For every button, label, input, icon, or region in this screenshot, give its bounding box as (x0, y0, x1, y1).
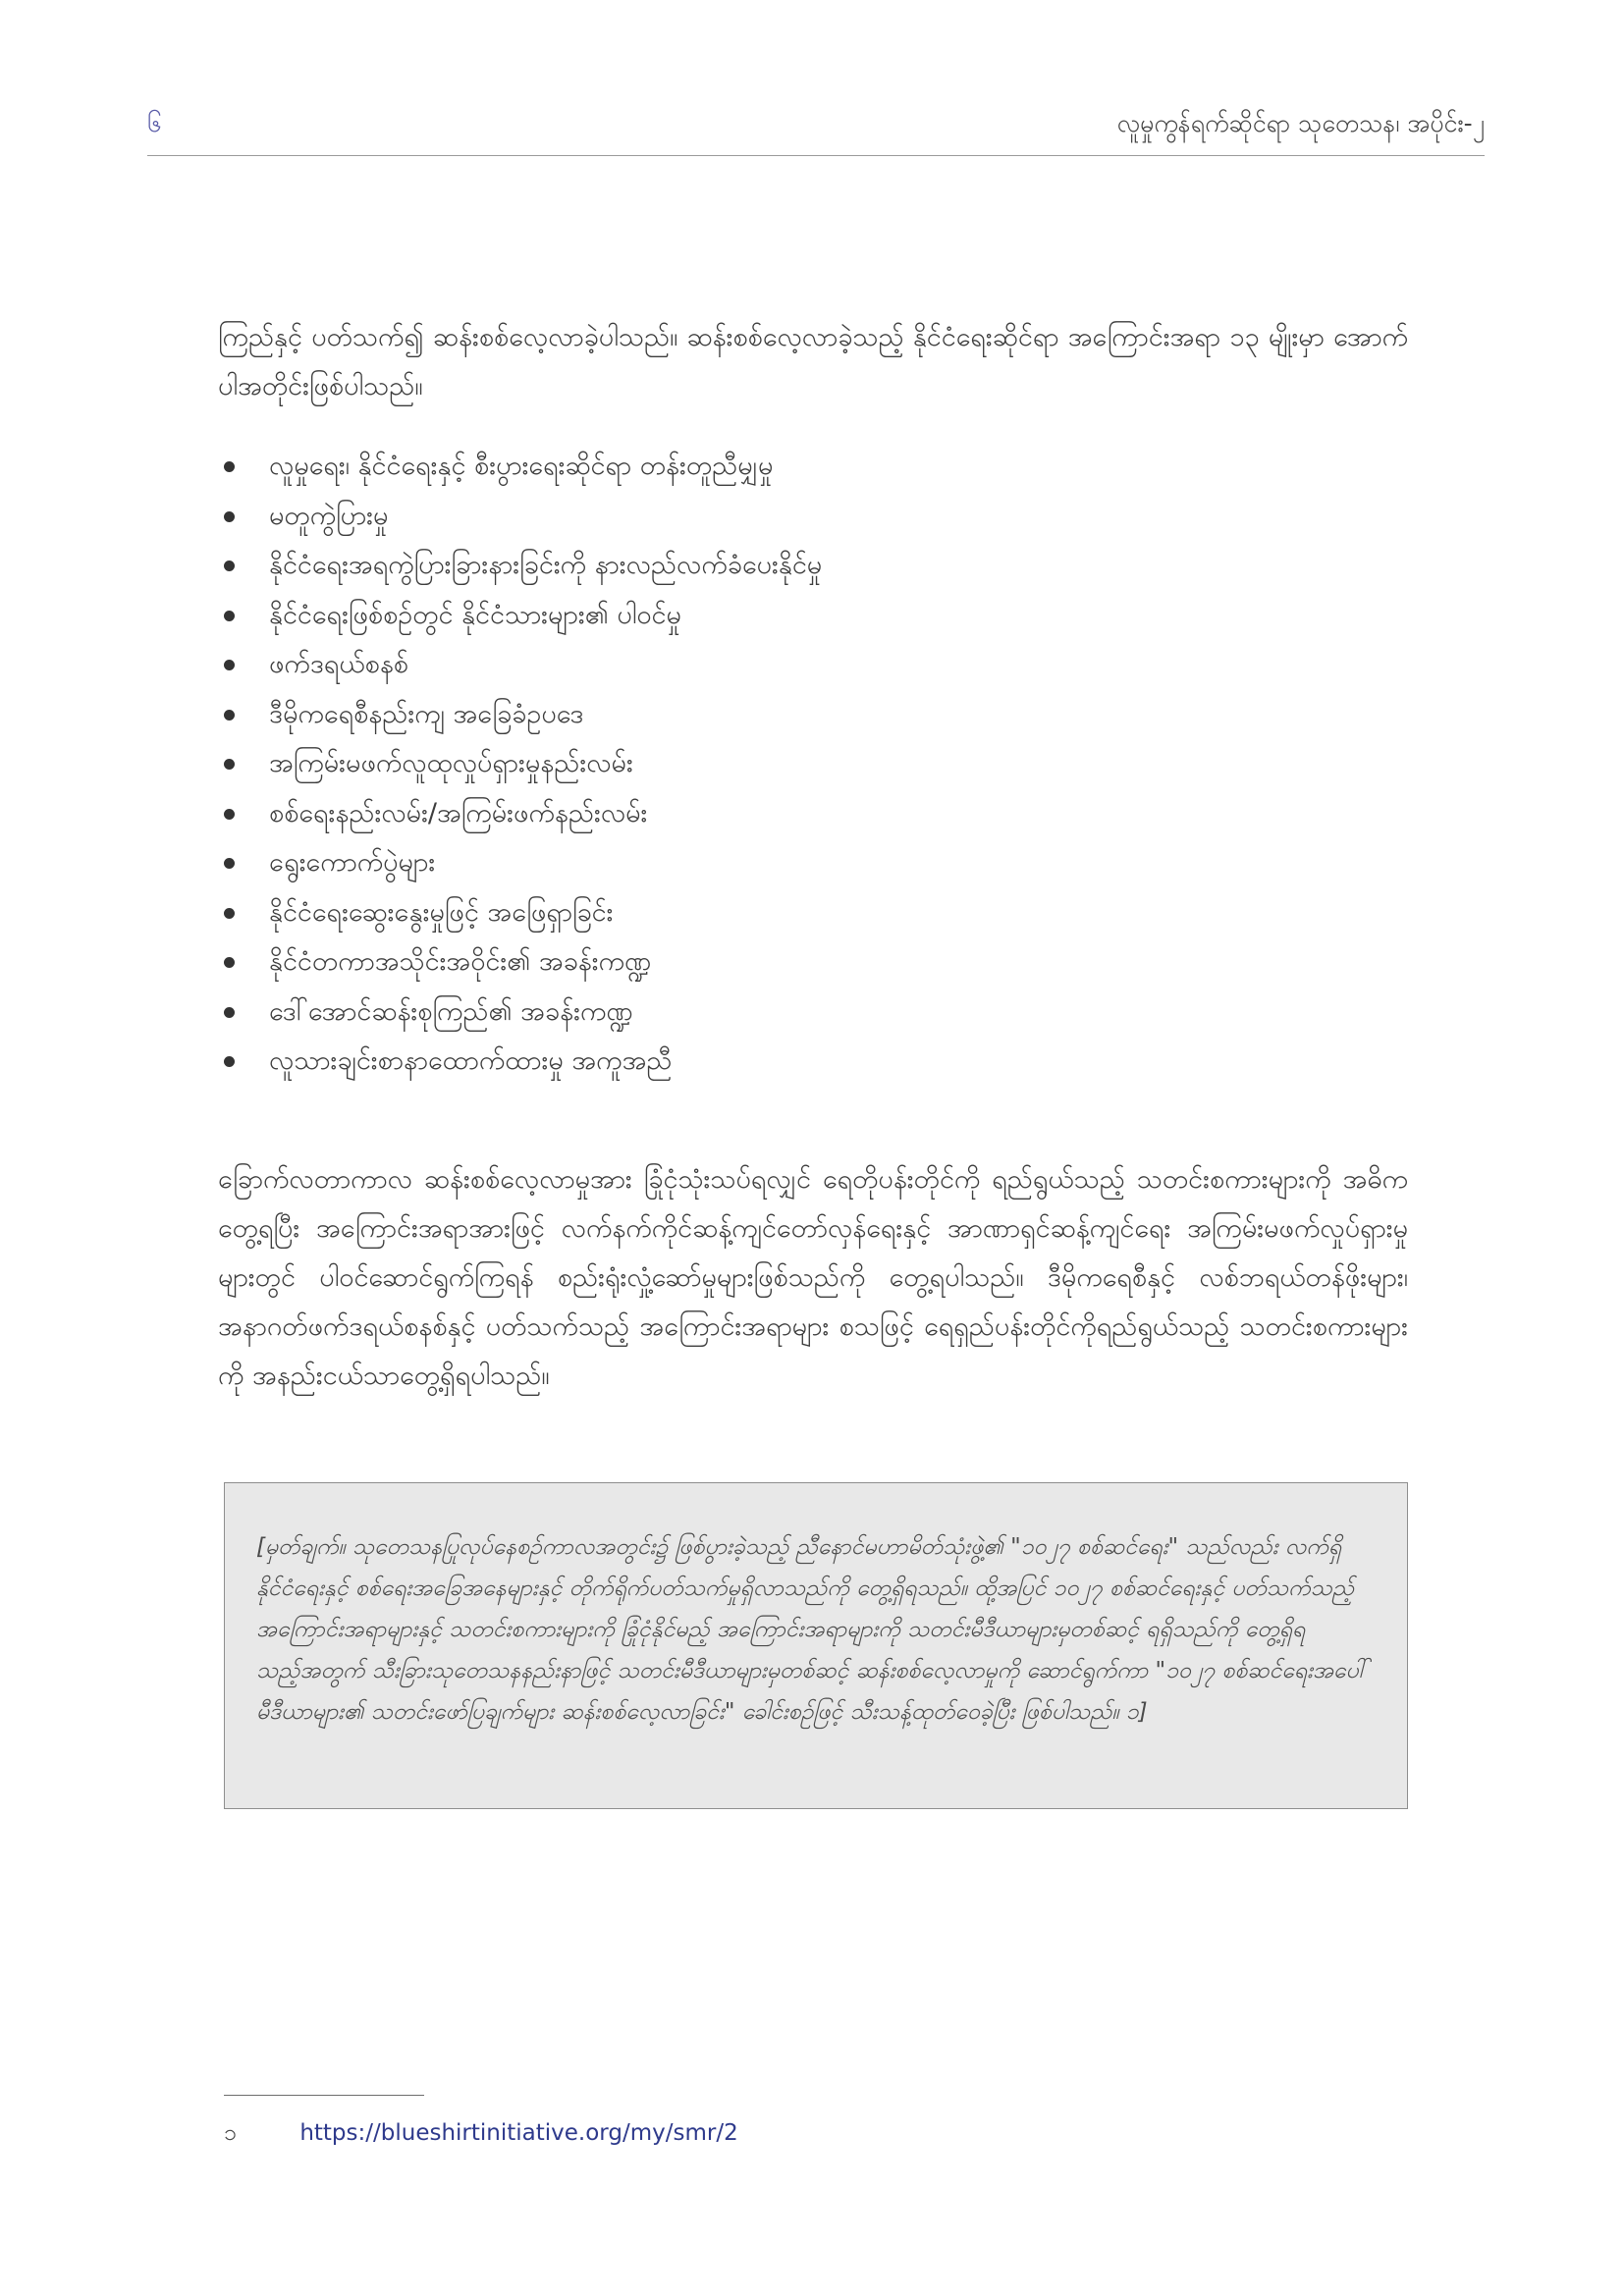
list-item-text: နိုင်ငံရေးဆွေးနွေးမှုဖြင့် အဖြေရှာခြင်း (269, 896, 614, 928)
footnote-link[interactable]: https://blueshirtinitiative.org/my/smr/2 (299, 2120, 738, 2146)
list-item-text: နိုင်ငံရေးအရကွဲပြားခြားနားခြင်းကို နားလည်လက်ခံပေးနိုင်မှု (269, 550, 823, 580)
running-title: လူမှုကွန်ရက်ဆိုင်ရာ သုတေသန၊ အပိုင်း-၂ (1116, 109, 1485, 137)
list-item (218, 937, 1298, 988)
body-paragraph: ခြောက်လတာကာလ ဆန်းစစ်လေ့လာမှုအား ခြုံငုံသုံးသပ်ရလျှင် ရေတိုပန်းတိုင်ကို ရည်ရွယ်သည့် သတင်းစကားများကို အဓိကတွေ့ရပြီး အကြောင်းအရာအားဖြင့် လက်နက်ကိုင်ဆန့်ကျင်တော်လှန်ရေးနှင့် အာဏာရှင်ဆန့်ကျင်ရေး အကြမ်းမဖက်လှုပ်ရှားမှုများတွင် ပါဝင်ဆောင်ရွက်ကြရန် စည်းရုံးလှုံ့ဆော်မှုများဖြစ်သည်ကို တွေ့ရပါသည်။ ဒီမိုကရေစီနှင့် လစ်ဘရယ်တန်ဖိုးများ၊ အနာဂတ်ဖက်ဒရယ်စနစ်နှင့် ပတ်သက်သည့် အကြောင်းအရာများ စသဖြင့် ရေရှည်ပန်းတိုင်ကိုရည်ရွယ်သည့် သတင်းစကားများကို အနည်းငယ်သာတွေ့ရှိရပါသည်။ (218, 1164, 1408, 1391)
list-item (218, 541, 1298, 591)
bullet-icon (224, 759, 235, 770)
list-item (218, 690, 1298, 740)
list-item (218, 1037, 1298, 1087)
bullet-icon (224, 957, 235, 968)
topic-list (218, 442, 1298, 1087)
list-item-text: နိုင်ငံတကာအသိုင်းအဝိုင်း၏ အခန်းကဏ္ဍ (269, 946, 652, 977)
footnote-number: ၁ (224, 2120, 237, 2146)
list-item-text: လူသားချင်းစာနာထောက်ထားမှု အကူအညီ (269, 1045, 673, 1076)
list-item-text: နိုင်ငံရေးဖြစ်စဉ်တွင် နိုင်ငံသားများ၏ ပါဝင်မှု (269, 599, 681, 630)
list-item-text: ဖက်ဒရယ်စနစ် (269, 649, 408, 679)
list-item-text: လူမှုရေး၊ နိုင်ငံရေးနှင့် စီးပွားရေးဆိုင်ရာ တန်းတူညီမျှမှု (269, 451, 774, 481)
footnote (224, 2118, 738, 2152)
list-item-text: ဒေါ်အောင်ဆန်းစုကြည်၏ အခန်းကဏ္ဍ (269, 995, 633, 1027)
bullet-icon (224, 1056, 235, 1067)
bullet-icon (224, 461, 235, 472)
footnote-divider (224, 2095, 424, 2096)
list-item-text: ဒီမိုကရေစီနည်းကျ အခြေခံဥပဒေ (269, 698, 584, 729)
list-item-text: စစ်ရေးနည်းလမ်း/အကြမ်းဖက်နည်းလမ်း (269, 797, 648, 828)
note-box (224, 1482, 1408, 1809)
list-item (218, 888, 1298, 938)
list-item (218, 492, 1298, 542)
intro-paragraph: ကြည်နှင့် ပတ်သက်၍ ဆန်းစစ်လေ့လာခဲ့ပါသည်။ ဆန်းစစ်လေ့လာခဲ့သည့် နိုင်ငံရေးဆိုင်ရာ အကြောင်းအရာ ၁၃ မျိုးမှာ အောက်ပါအတိုင်းဖြစ်ပါသည်။ (218, 322, 1408, 401)
page-number: ၆ (147, 109, 162, 138)
list-item (218, 988, 1298, 1038)
bullet-icon (224, 511, 235, 522)
bullet-icon (224, 908, 235, 919)
bullet-icon (224, 561, 235, 571)
list-item (218, 739, 1298, 789)
list-item-text: မတူကွဲပြားမှု (269, 500, 389, 531)
bullet-icon (224, 858, 235, 869)
bullet-icon (224, 809, 235, 820)
list-item (218, 838, 1298, 888)
note-text: [မှတ်ချက်။ သုတေသနပြုလုပ်နေစဉ်ကာလအတွင်း၌ ဖြစ်ပွားခဲ့သည့် ညီနောင်မဟာမိတ်သုံးဖွဲ့၏ "၁၀၂၇ စစ်ဆင်ရေး" သည်လည်း လက်ရှိ နိုင်ငံရေးနှင့် စစ်ရေးအခြေအနေများနှင့် တိုက်ရိုက်ပတ်သက်မှုရှိလာသည်ကို တွေ့ရှိရသည်။ ထို့အပြင် ၁၀၂၇ စစ်ဆင်ရေးနှင့် ပတ်သက်သည့် အကြောင်းအရာများနှင့် သတင်းစကားများကို ခြုံငုံနိုင်မည့် အကြောင်းအရာများကို သတင်းမီဒီယာများမှတစ်ဆင့် ရရှိသည်ကို တွေ့ရှိရသည့်အတွက် သီးခြားသုတေသနနည်းနာဖြင့် သတင်းမီဒီယာများမှတစ်ဆင့် ဆန်းစစ်လေ့လာမှုကို ဆောင်ရွက်ကာ "၁၀၂၇ စစ်ဆင်ရေးအပေါ် မီဒီယာများ၏ သတင်းဖော်ပြချက်များ ဆန်းစစ်လေ့လာခြင်း" ခေါင်းစဉ်ဖြင့် သီးသန့်ထုတ်ဝေခဲ့ပြီး ဖြစ်ပါသည်။ ၁] (256, 1534, 1370, 1725)
page-header (147, 106, 1485, 156)
list-item (218, 591, 1298, 641)
bullet-icon (224, 611, 235, 621)
list-item (218, 640, 1298, 690)
list-item (218, 442, 1298, 492)
bullet-icon (224, 1007, 235, 1018)
list-item-text: အကြမ်းမဖက်လူထုလှုပ်ရှားမှုနည်းလမ်း (269, 748, 633, 778)
bullet-icon (224, 660, 235, 670)
list-item-text: ရွေးကောက်ပွဲများ (269, 847, 436, 878)
bullet-icon (224, 710, 235, 721)
list-item (218, 789, 1298, 839)
